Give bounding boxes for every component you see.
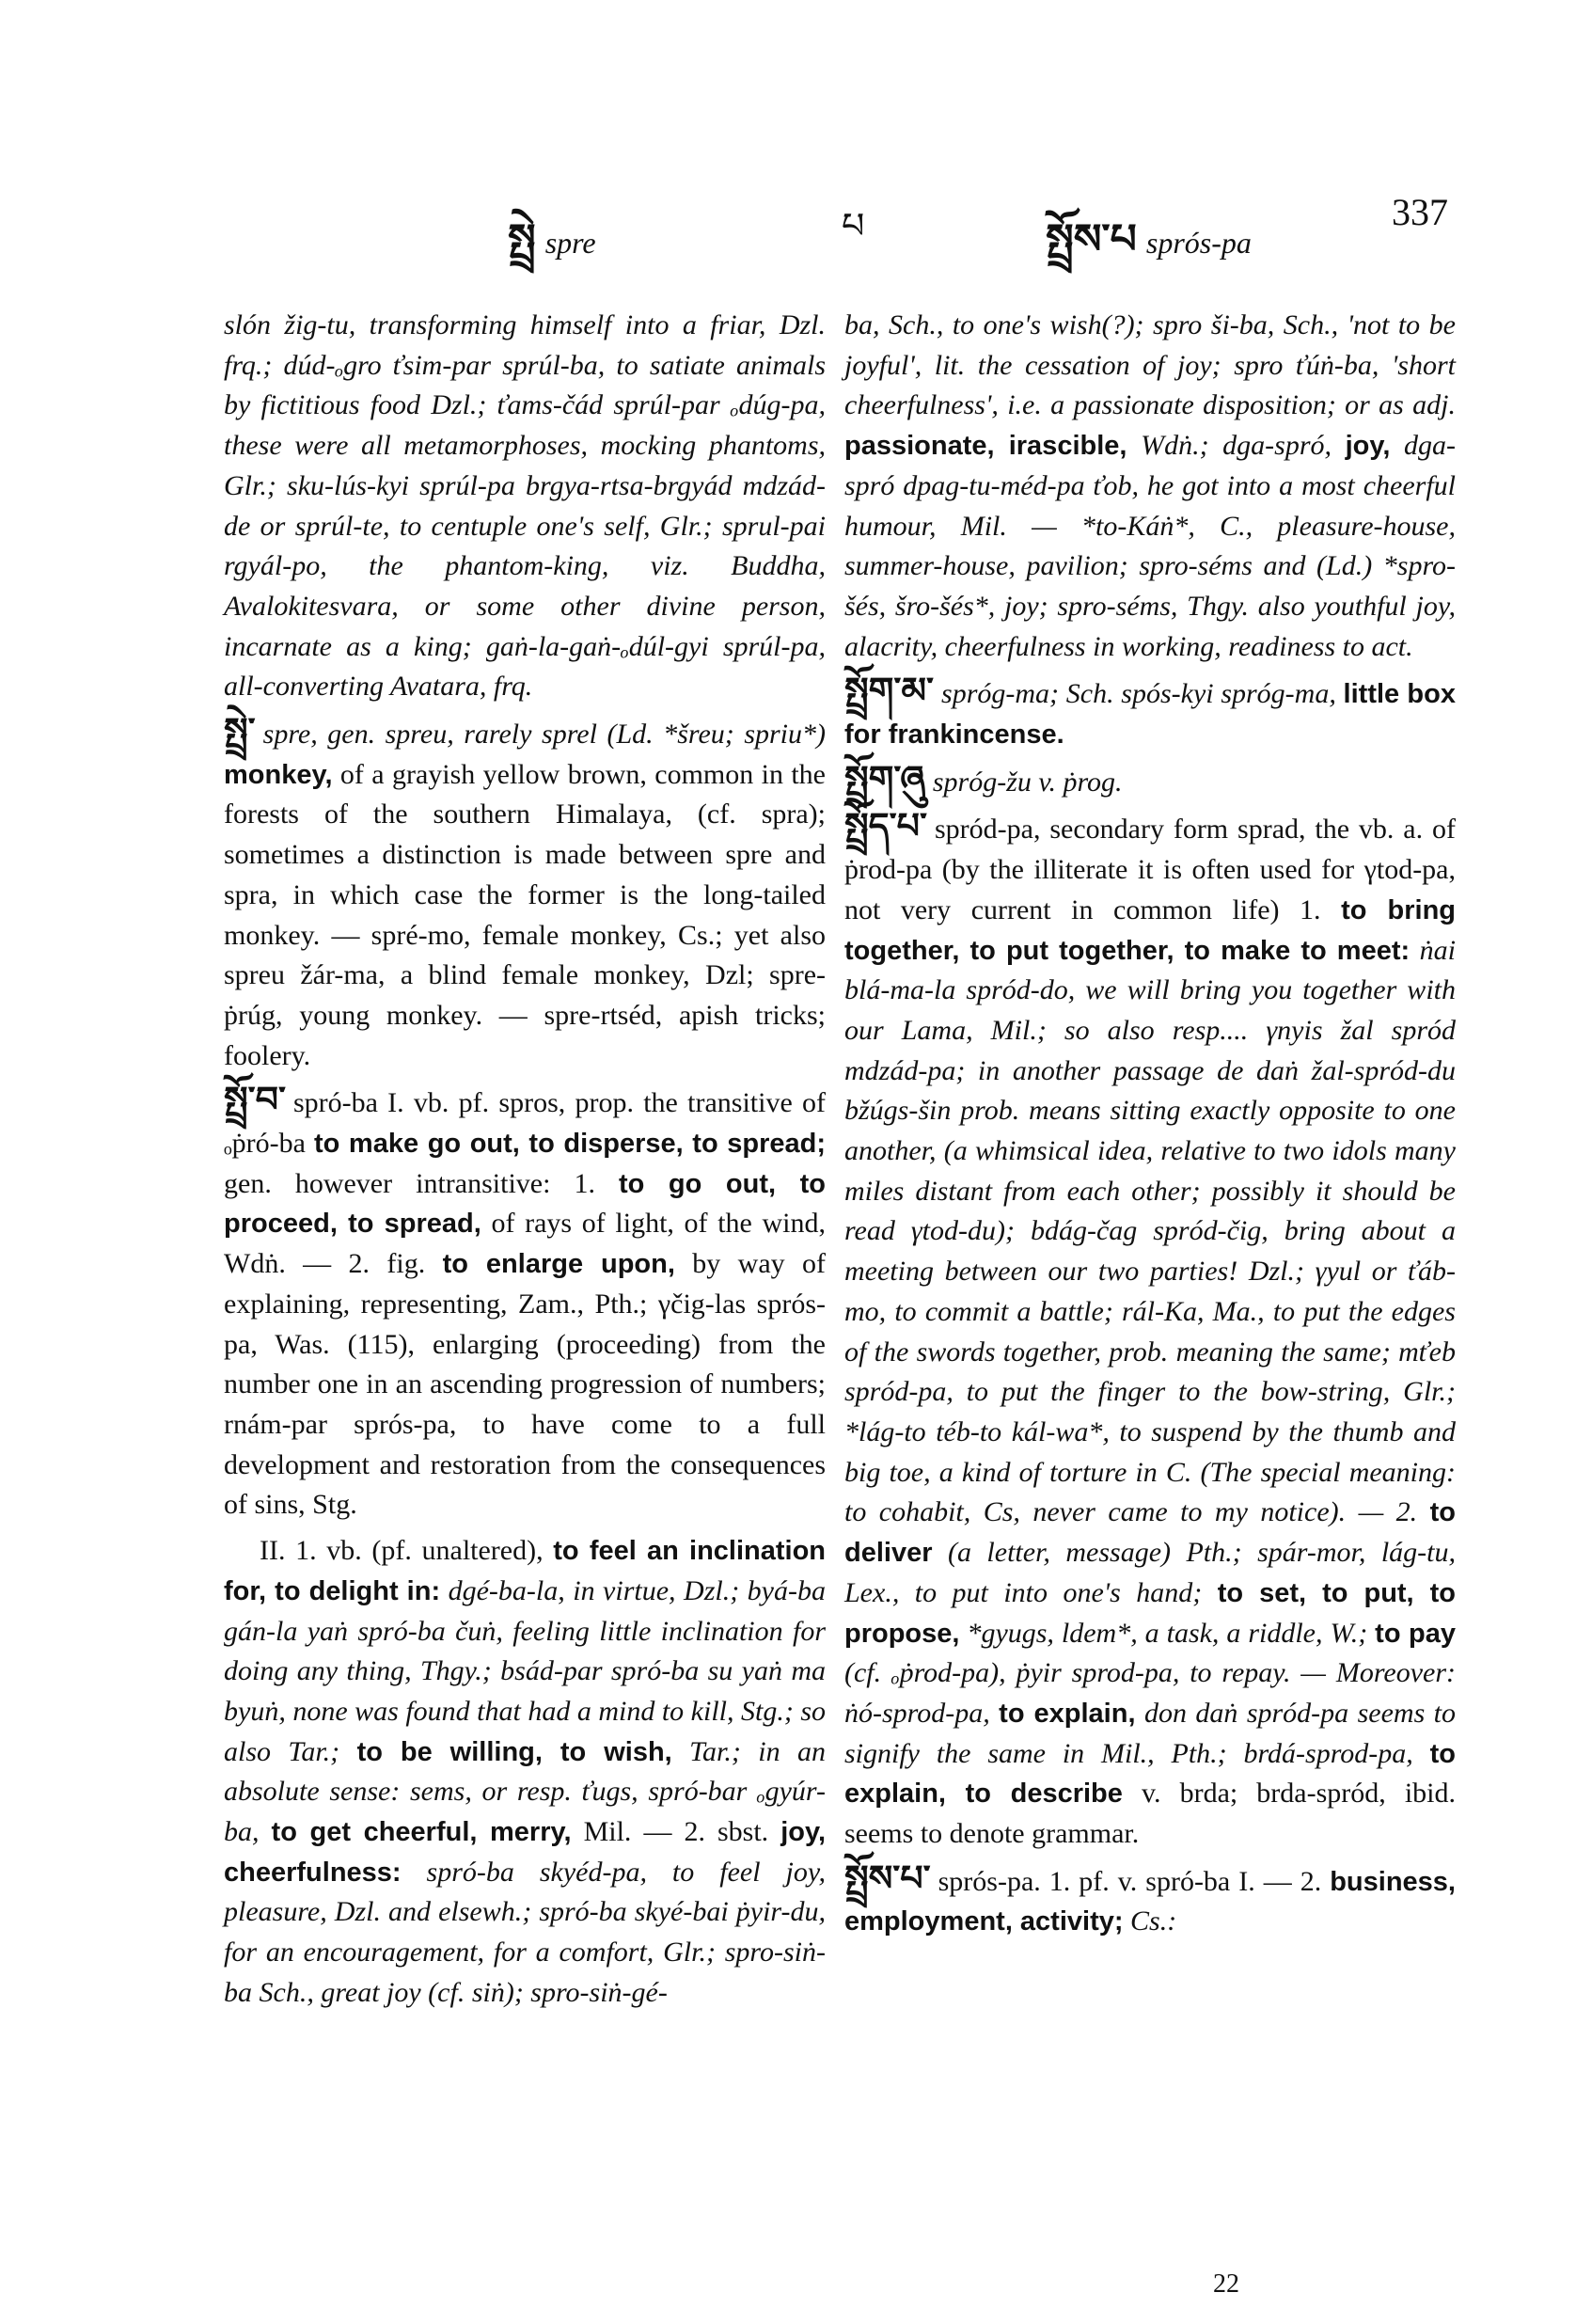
gloss: to make go out, to disperse, to spread;	[313, 1129, 827, 1160]
gloss: to bring together, to put together, to make to meet:	[844, 894, 1457, 966]
running-head-left	[508, 193, 596, 309]
entry-spro-ba-sense-2: II. 1. vb. (pf. unaltered), to feel an inclination for, to delight in: dgé-ba-la, in virtue, Dzl.; byá-ba gán-la yaṅ spró-ba čuṅ, feeling little inclination for doing any thing, Thgy.; bsád-par spró-ba su yaṅ ma byuṅ, none was found that had a mind to kill, Stg.; so also Tar.; to be willing, to wish, Tar.; in an absolute sense: sems, or resp. ťugs, spró-bar ₒgyúr-ba, to get cheerful, merry, Mil. — 2. sbst. joy, cheerfulness: spró-ba skyéd-pa, to feel joy, pleasure, Dzl. and elsewh.; spró-ba skyé-bai ṗyir-du, for an encouragement, for a comfort, Glr.; spro-siṅ-ba Sch., great joy (cf. siṅ); spro-siṅ-gé-	[224, 1535, 827, 2008]
running-head-right	[1046, 193, 1252, 309]
gloss: to explain,	[999, 1698, 1136, 1729]
gloss: monkey,	[224, 759, 333, 790]
gloss: joy,	[1345, 431, 1391, 462]
continued-entry: slón žig-tu, transforming himself into a friar, Dzl. frq.; dúd-ₒgro ťsim-par sprúl-ba, to satiate animals by fictitious food Dzl.; ťams-čád sprúl-par ₒdúg-pa, these were all metamorphoses, mocking phantoms, Glr.; sku-lús-kyi sprúl-pa brgya-rtsa-brgyád mdzád-de or sprúl-te, to centuple one's self, Glr.; sprul-pai rgyál-po, the phantom-king, viz. Buddha, Avalokitesvara, or some other divine person, incarnate as a king; gaṅ-la-gaṅ-ₒdúl-gyi sprúl-pa, all-converting Avatara, frq.	[224, 309, 826, 703]
entry-spros-pa: སྤྲོས་པ་ sprós-pa. 1. pf. v. spró-ba I. — 2. business, employment, activity; Cs.:	[844, 1857, 1456, 1937]
gloss: to deliver	[844, 1497, 1457, 1569]
gloss: little box for frankincense.	[844, 679, 1456, 751]
gloss: passionate, irascible,	[844, 431, 1127, 462]
head-word-left: spre	[544, 226, 596, 260]
gloss: to get cheerful, merry,	[271, 1817, 572, 1848]
gloss: to explain, to describe	[844, 1738, 1456, 1810]
gloss: to go out, to proceed, to spread,	[224, 1168, 826, 1240]
entry-sprog-zu: སྤྲོག་ཞུ spróg-žu v. ṗrog.	[844, 757, 1123, 799]
gloss: business, employment, activity;	[844, 1866, 1456, 1937]
head-tibetan-right: སྤྲོས་པ	[1046, 215, 1137, 263]
gloss: to set, to put, to propose,	[844, 1577, 1456, 1649]
headword-tibetan: སྤྲོ་བ་	[224, 1079, 286, 1121]
entry-sprog-ma: སྤྲོག་མ་ spróg-ma; Sch. spós-kyi spróg-ma, little box for frankincense.	[844, 670, 1456, 751]
gloss: to feel an inclination for, to delight in:	[224, 1536, 827, 1606]
page-number: 337	[1392, 191, 1448, 233]
headword-tibetan: སྤྲོས་པ་	[844, 1857, 931, 1899]
entry-spre: སྤྲེ་ spre, gen. spreu, rarely sprel (Ld. *šreu; spriu*) monkey, of a grayish yellow brown, common in the forests of the southern Himalaya, (cf. spra); sometimes a distinction is made between spre and spra, in which case the former is the long-tailed monkey. — spré-mo, female monkey, Cs.; yet also spreu žár-ma, a blind female monkey, Dzl; spre-ṗrúg, young monkey. — spre-rtséd, apish tricks; foolery.	[224, 710, 826, 1071]
gloss: to pay	[1375, 1618, 1457, 1649]
entry-sprod-pa: སྤྲོད་པ་ spród-pa, secondary form sprad, the vb. a. of ṗrod-pa (by the illiterate it is often used for γtod-pa, not very current in common life) 1. to bring together, to put together, to make to meet: ṅai blá-ma-la spród-do, we will bring you together with our Lama, Mil.; so also resp.... γnyis žal spród mdzád-pa; in another passage de daṅ žal-spród-du bžúgs-šin prob. means sitting exactly opposite to one another, (a whimsical idea, relative to two idols many miles distant from each other; possibly it should be read γtod-du); bdág-čag spród-čig, bring about a meeting between our two parties! Dzl.; γyul or ťáb-mo, to commit a battle; rál-Ka, Ma., to put the edges of the swords together, prob. meaning the same; mťeb spród-pa, to put the finger to the bow-string, Glr.; *lág-to téb-to kál-wa*, to suspend by the thumb and big toe, a kind of torture in C. (The special meaning: to cohabit, Cs, never came to my notice). — 2. to deliver (a letter, message) Pth.; spár-mor, lág-tu, Lex., to put into one's hand; to set, to put, to propose, *gyugs, ldem*, a task, a riddle, W.; to pay (cf. ₒṗrod-pa), ṗyir sprod-pa, to repay. — Moreover: ṅó-sprod-pa, to explain, don daṅ spród-pa seems to signify the same in Mil., Pth.; brdá-sprod-pa, to explain, to describe v. brda; brda-spród, ibid. seems to denote grammar.	[844, 805, 1457, 1850]
headword-tibetan: སྤྲོད་པ་	[844, 805, 927, 847]
gloss: to enlarge upon,	[442, 1249, 675, 1280]
section-letter: པ	[842, 205, 865, 246]
head-tibetan-left: སྤྲེ	[508, 215, 536, 263]
right-column	[844, 306, 1456, 1942]
left-column	[224, 306, 826, 2014]
gloss: joy, cheerfulness:	[224, 1817, 827, 1888]
head-word-right: sprós-pa	[1145, 226, 1252, 260]
headword-tibetan: སྤྲོག་ཞུ	[844, 757, 925, 799]
headword-tibetan: སྤྲོག་མ་	[844, 670, 935, 712]
signature-mark: 22	[1213, 2269, 1239, 2299]
headword-tibetan: སྤྲེ་	[224, 710, 256, 752]
continued-entry: ba, Sch., to one's wish(?); spro ši-ba, Sch., 'not to be joyful', lit. the cessation of joy; spro ťúṅ-ba, 'short cheerfulness', i.e. a passionate disposition; or as adj. passionate, irascible, Wdṅ.; dga-spró, joy, dga-spró dpag-tu-méd-pa ťob, he got into a most cheerful humour, Mil. — *to-Káṅ*, C., pleasure-house, summer-house, pavilion; spro-séms and (Ld.) *spro-šés, šro-šés*, joy; spro-séms, Thgy. also youthful joy, alacrity, cheerfulness in working, readiness to act.	[844, 309, 1457, 662]
entry-spro-ba: སྤྲོ་བ་ spró-ba I. vb. pf. spros, prop. the transitive of ₒṗró-ba to make go out, to disperse, to spread; gen. however intransitive: 1. to go out, to proceed, to spread, of rays of light, of the wind, Wdṅ. — 2. fig. to enlarge upon, by way of explaining, representing, Zam., Pth.; γčig-las sprós-pa, Was. (115), enlarging (proceeding) from the number one in an ascending progression of numbers; rnám-par sprós-pa, to have come to a full development and restoration from the consequences of sins, Stg.	[224, 1079, 827, 1521]
gloss: to be willing, to wish,	[356, 1736, 672, 1767]
